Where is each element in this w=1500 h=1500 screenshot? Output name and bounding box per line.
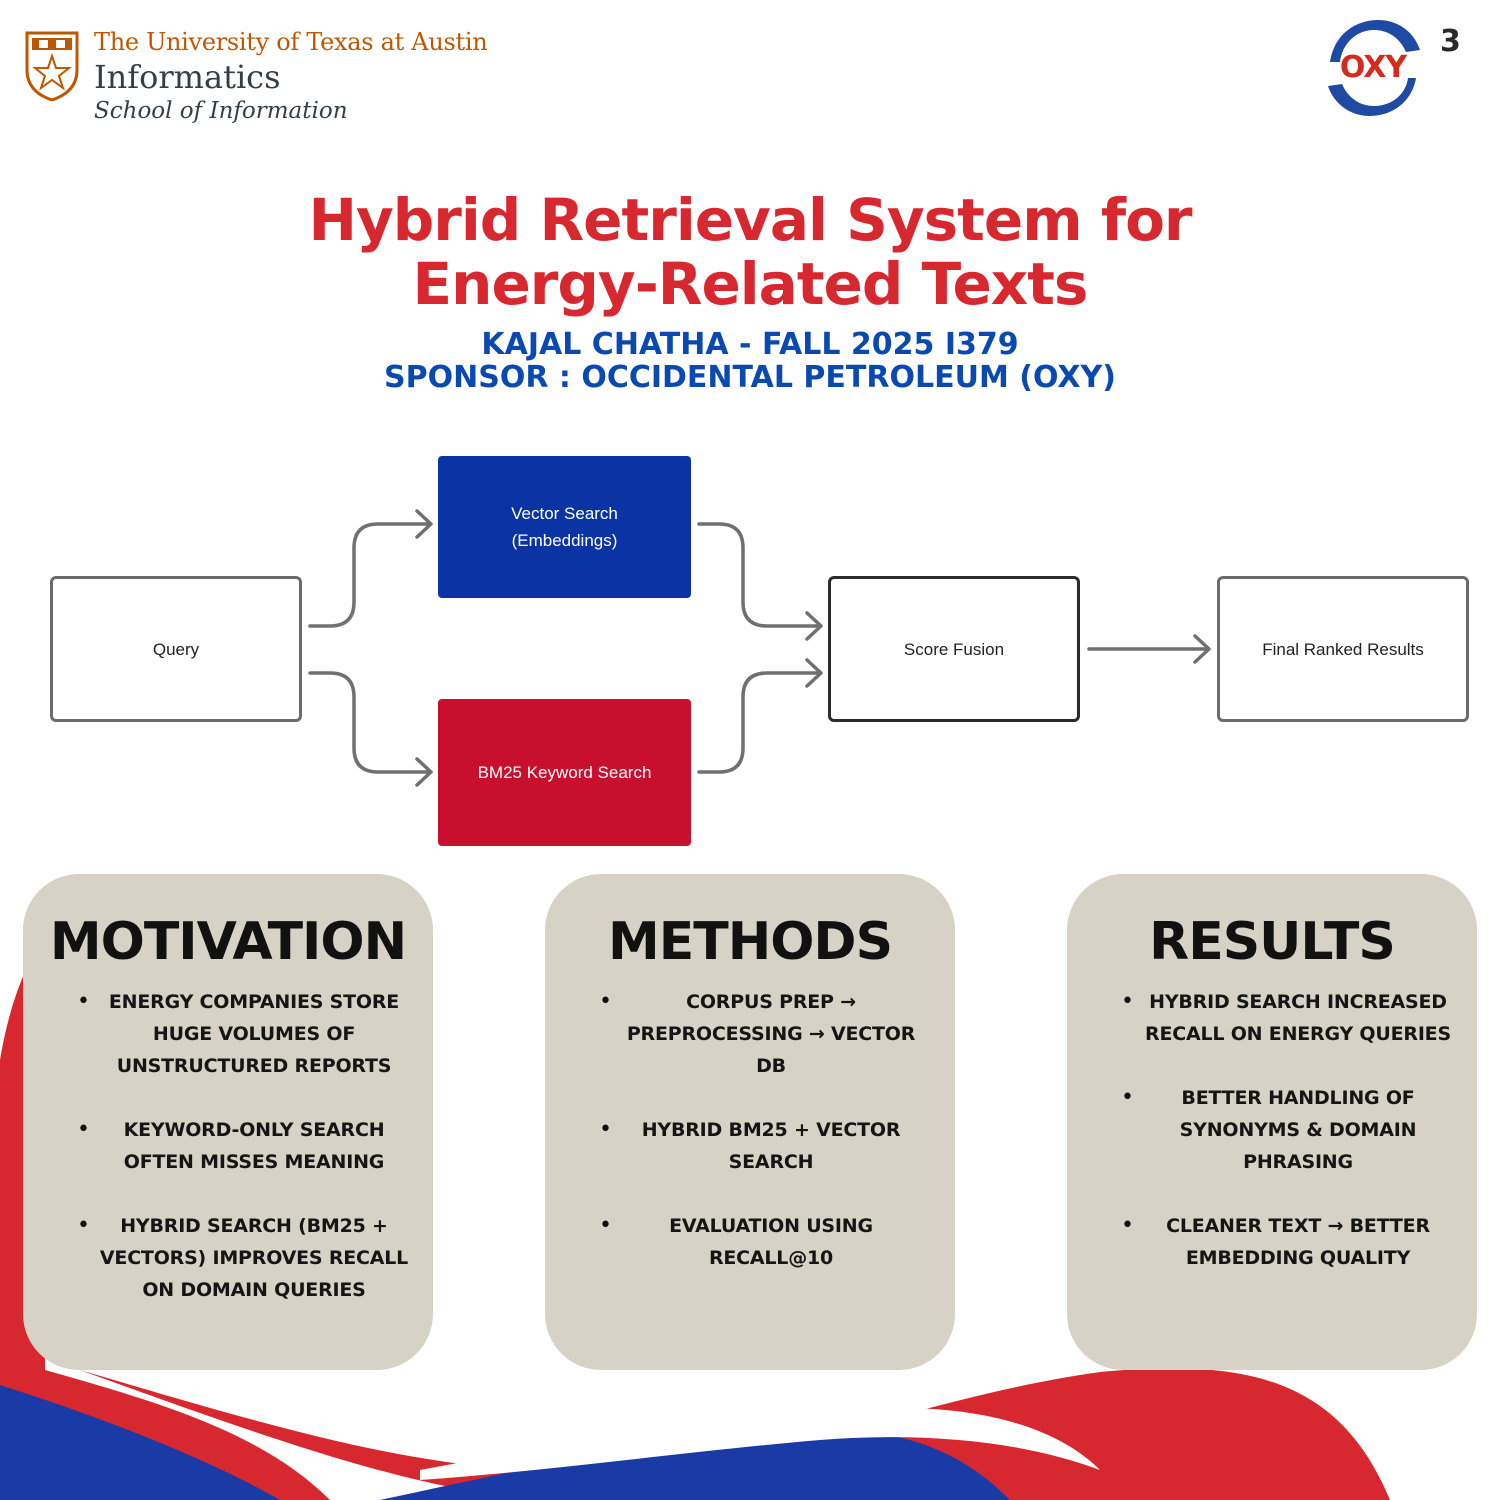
edge-bm25-to-fusion <box>699 673 820 772</box>
methods-title: METHODS <box>607 912 893 972</box>
bullet-icon: • <box>1121 989 1134 1014</box>
node-vector-search <box>438 456 691 598</box>
list-item-text: HYBRID BM25 + VECTOR SEARCH <box>641 1119 901 1173</box>
motivation-list <box>23 986 433 1338</box>
author-line: KAJAL CHATHA - FALL 2025 I379 <box>481 327 1019 362</box>
list-item-text: HYBRID SEARCH (BM25 + VECTORS) IMPROVES RECALL ON DOMAIN QUERIES <box>99 1215 409 1301</box>
oxy-logo <box>1322 16 1424 120</box>
list-item <box>545 1210 955 1274</box>
sponsor-line: SPONSOR : OCCIDENTAL PETROLEUM (OXY) <box>384 360 1116 395</box>
list-item <box>23 1114 433 1178</box>
edge-query-to-vector <box>310 524 430 626</box>
university-name: The University of Texas at Austin <box>94 28 488 56</box>
bullet-icon: • <box>77 1117 90 1142</box>
list-item-text: CORPUS PREP → PREPROCESSING → VECTOR DB <box>626 991 916 1077</box>
department-name: Informatics <box>94 58 281 96</box>
node-bm25-label: BM25 Keyword Search <box>477 763 652 782</box>
list-item <box>1067 1210 1477 1274</box>
bullet-icon: • <box>77 1213 90 1238</box>
results-card <box>1067 874 1477 1370</box>
list-item <box>23 1210 433 1306</box>
bullet-icon: • <box>599 989 612 1014</box>
methods-card <box>545 874 955 1370</box>
bullet-icon: • <box>599 1117 612 1142</box>
node-fusion-label: Score Fusion <box>903 639 1005 659</box>
methods-list <box>545 986 955 1306</box>
list-item <box>23 986 433 1082</box>
node-query-label: Query <box>152 639 200 659</box>
node-bm25-search <box>438 699 691 846</box>
node-vector-label-line1: Vector Search <box>511 504 618 523</box>
list-item <box>1067 986 1477 1050</box>
oxy-wordmark: OXY <box>1339 50 1407 85</box>
ut-shield-icon <box>24 30 80 102</box>
list-item <box>545 1114 955 1178</box>
bullet-icon: • <box>599 1213 612 1238</box>
list-item <box>545 986 955 1082</box>
node-vector-label-line2: (Embeddings) <box>511 531 618 550</box>
node-query <box>50 576 302 722</box>
node-final-label: Final Ranked Results <box>1262 639 1424 659</box>
node-score-fusion <box>828 576 1080 722</box>
edge-query-to-bm25 <box>310 673 430 772</box>
school-name: School of Information <box>94 98 348 124</box>
motivation-title: MOTIVATION <box>49 912 407 972</box>
node-final-results <box>1217 576 1469 722</box>
retrieval-flow-diagram <box>0 440 1500 860</box>
list-item-text: HYBRID SEARCH INCREASED RECALL ON ENERGY QUERIES <box>1145 991 1451 1045</box>
page-title: Hybrid Retrieval System for Energy-Related Texts <box>308 186 1192 318</box>
results-title: RESULTS <box>1149 912 1395 972</box>
list-item-text: ENERGY COMPANIES STORE HUGE VOLUMES OF UNSTRUCTURED REPORTS <box>108 991 400 1077</box>
bullet-icon: • <box>1121 1085 1134 1110</box>
list-item-text: KEYWORD-ONLY SEARCH OFTEN MISSES MEANING <box>123 1119 385 1173</box>
list-item-text: BETTER HANDLING OF SYNONYMS & DOMAIN PHRASING <box>1179 1087 1417 1173</box>
list-item-text: EVALUATION USING RECALL@10 <box>669 1215 873 1269</box>
edge-vector-to-fusion <box>699 524 820 626</box>
list-item-text: CLEANER TEXT → BETTER EMBEDDING QUALITY <box>1166 1215 1430 1269</box>
results-list <box>1067 986 1477 1306</box>
motivation-card <box>23 874 433 1370</box>
list-item <box>1067 1082 1477 1178</box>
page-number: 3 <box>1440 24 1461 59</box>
bullet-icon: • <box>77 989 90 1014</box>
bullet-icon: • <box>1121 1213 1134 1238</box>
